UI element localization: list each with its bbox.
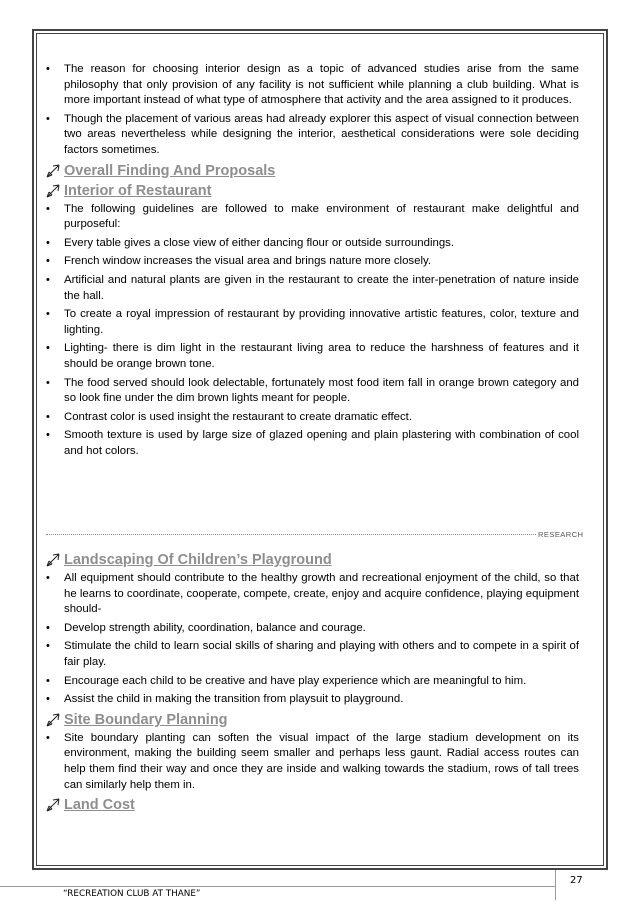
list-item: • Contrast color is used insight the restaurant to create dramatic effect. xyxy=(46,410,579,426)
list-item: • The food served should look delectable, fortunately most food item fall in orange brown category and so look fine under the dim brown lights meant for people. xyxy=(46,376,579,407)
section-restaurant xyxy=(46,62,579,462)
heading-interior-restaurant xyxy=(46,182,579,200)
arrow-bullet-icon xyxy=(46,798,60,812)
heading-landscaping xyxy=(46,551,579,569)
list-item: • Every table gives a close view of either dancing flour or outside surroundings. xyxy=(46,236,579,252)
list-item: • Develop strength ability, coordination, balance and courage. xyxy=(46,621,579,637)
arrow-bullet-icon xyxy=(46,184,60,198)
arrow-bullet-icon xyxy=(46,553,60,567)
list-item: • Assist the child in making the transition from playsuit to playground. xyxy=(46,692,579,708)
heading-text: Land Cost xyxy=(64,797,135,814)
heading-text: Interior of Restaurant xyxy=(64,182,212,199)
page-number: 27 xyxy=(570,875,583,886)
footer-rule-vertical xyxy=(555,870,556,900)
intro-list xyxy=(46,62,579,159)
arrow-bullet-icon xyxy=(46,164,60,178)
landscaping-list xyxy=(46,571,579,708)
running-header-label: RESEARCH xyxy=(538,530,584,539)
list-item: • Lighting- there is dim light in the restaurant living area to reduce the harshness of features and it should be orange brown tone. xyxy=(46,341,579,372)
list-item: • Site boundary planting can soften the visual impact of the large stadium development on its environment, making the building seem smaller and perhaps less gaunt. Radial access routes can help them find their way and once they are inside and walking towards the stadium, rows of tall trees can similarly help them in. xyxy=(46,731,579,793)
heading-site-boundary xyxy=(46,711,579,729)
heading-overall-findings xyxy=(46,162,579,180)
list-item: • Artificial and natural plants are given in the restaurant to create the inter-penetration of nature inside the hall. xyxy=(46,273,579,304)
footer-rule xyxy=(0,886,555,887)
section-divider xyxy=(46,534,536,535)
heading-text: Landscaping Of Children’s Playground xyxy=(64,552,332,568)
list-item: • Smooth texture is used by large size of glazed opening and plain plastering with combination of cool and hot colors. xyxy=(46,428,579,459)
list-item: • The following guidelines are followed to make environment of restaurant make delightful and purposeful: xyxy=(46,202,579,233)
arrow-bullet-icon xyxy=(46,713,60,727)
list-item: • The reason for choosing interior design as a topic of advanced studies arise from the same philosophy that only provision of any facility is not sufficient while planning a club building. What is more important instead of what type of atmosphere that activity and the area assigned to it produces. xyxy=(46,62,579,109)
section-landscaping xyxy=(46,551,579,816)
list-item: • To create a royal impression of restaurant by providing innovative artistic features, color, texture and lighting. xyxy=(46,307,579,338)
heading-text: Site Boundary Planning xyxy=(64,711,228,728)
list-item: • Stimulate the child to learn social skills of sharing and playing with others and to compete in a spirit of fair play. xyxy=(46,639,579,670)
heading-text: Overall Finding And Proposals xyxy=(64,162,276,179)
list-item: • All equipment should contribute to the healthy growth and recreational enjoyment of the child, so that he learns to coordinate, cooperate, compete, create, enjoy and acquire confidence, playing equipment should- xyxy=(46,571,579,618)
boundary-list xyxy=(46,731,579,793)
footer-document-title: “RECREATION CLUB AT THANE” xyxy=(63,889,201,899)
list-item: • Encourage each child to be creative and have play experience which are meaningful to him. xyxy=(46,674,579,690)
restaurant-list xyxy=(46,202,579,460)
list-item: • French window increases the visual area and brings nature more closely. xyxy=(46,254,579,270)
heading-land-cost xyxy=(46,796,579,814)
list-item: • Though the placement of various areas had already explorer this aspect of visual connection between two areas nevertheless while designing the interior, aesthetical considerations were sole deciding factors sometimes. xyxy=(46,112,579,159)
